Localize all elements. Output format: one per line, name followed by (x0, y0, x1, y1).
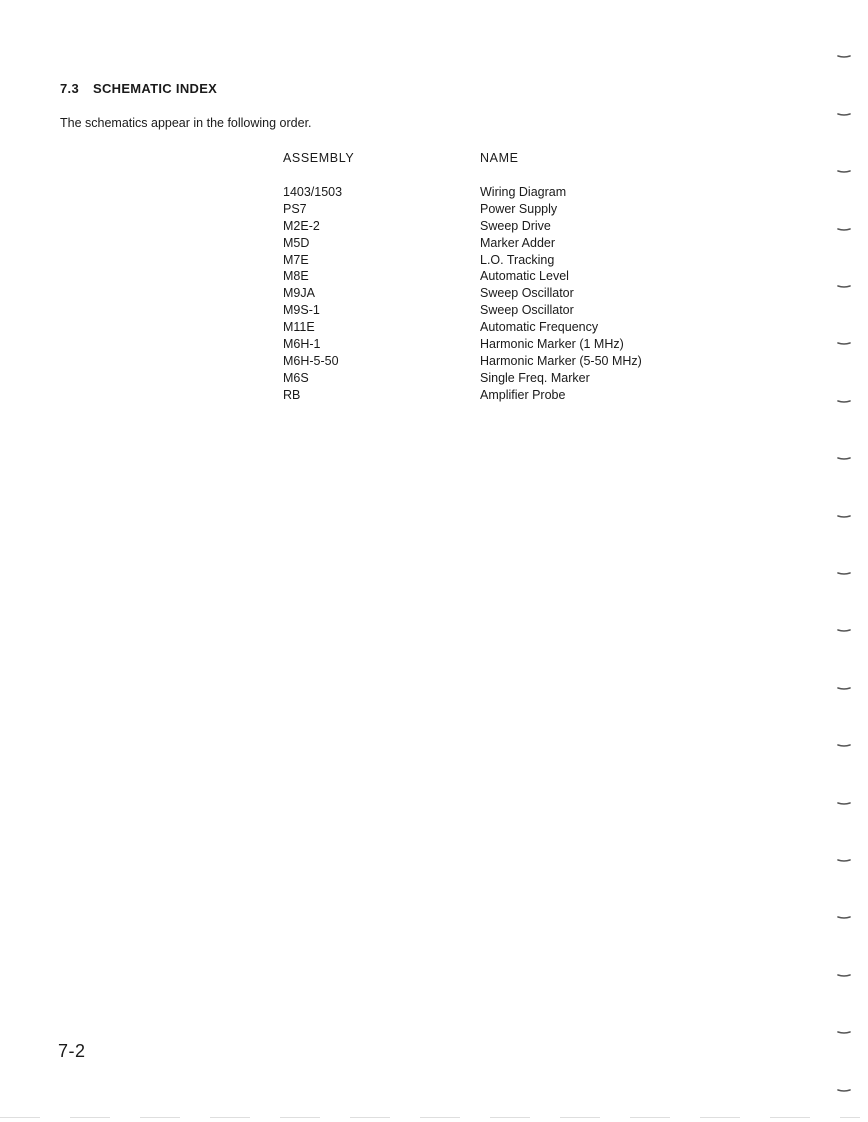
binding-mark (838, 573, 850, 574)
assembly-cell: M5D (283, 235, 310, 250)
table-row (283, 252, 703, 269)
name-cell: Sweep Oscillator (480, 303, 574, 318)
schematic-index-table (283, 184, 703, 404)
binding-mark (838, 343, 850, 344)
table-row (283, 235, 703, 252)
name-cell: Wiring Diagram (480, 185, 567, 199)
assembly-cell: 1403/1503 (283, 185, 343, 199)
name-cell: L.O. Tracking (480, 252, 555, 267)
assembly-cell: M9S-1 (283, 303, 320, 318)
name-cell: Marker Adder (480, 235, 556, 250)
table-row (283, 387, 703, 404)
assembly-column-header: ASSEMBLY (283, 151, 355, 165)
table-row (283, 184, 703, 201)
name-cell: Single Freq. Marker (480, 370, 590, 385)
assembly-cell: M7E (283, 252, 309, 267)
page-edge-rule (0, 1117, 860, 1118)
binding-mark (838, 56, 850, 57)
name-cell: Amplifier Probe (480, 387, 566, 402)
name-cell: Automatic Frequency (480, 320, 599, 335)
table-row (283, 218, 703, 235)
name-cell: Power Supply (480, 201, 558, 216)
binding-mark (838, 745, 850, 746)
binding-mark (838, 401, 850, 402)
binding-mark (838, 516, 850, 517)
assembly-cell: RB (283, 387, 301, 402)
name-cell: Sweep Oscillator (480, 286, 574, 301)
binding-mark (838, 1090, 850, 1091)
assembly-cell: M2E-2 (283, 218, 320, 233)
intro-text: The schematics appear in the following order. (60, 116, 312, 130)
binding-mark (838, 229, 850, 230)
name-cell: Harmonic Marker (1 MHz) (480, 337, 624, 352)
binding-mark (838, 458, 850, 459)
table-row (283, 201, 703, 218)
binding-mark (838, 975, 850, 976)
binding-mark (838, 917, 850, 918)
binding-hole-marks (808, 0, 868, 1122)
table-row (283, 268, 703, 285)
binding-mark (838, 171, 850, 172)
name-cell: Automatic Level (480, 269, 569, 284)
section-heading (60, 81, 217, 96)
assembly-cell: PS7 (283, 201, 307, 216)
binding-mark (838, 860, 850, 861)
binding-mark (838, 1032, 850, 1033)
binding-mark (838, 630, 850, 631)
table-row (283, 302, 703, 319)
assembly-cell: M8E (283, 269, 309, 284)
assembly-cell: M6H-5-50 (283, 353, 339, 368)
assembly-cell: M11E (283, 320, 315, 335)
name-column-header: NAME (480, 151, 519, 165)
binding-mark (838, 803, 850, 804)
assembly-cell: M6S (283, 370, 309, 385)
binding-mark (838, 688, 850, 689)
name-cell: Sweep Drive (480, 218, 551, 233)
binding-mark (838, 286, 850, 287)
section-title: SCHEMATIC INDEX (92, 81, 218, 96)
section-number: 7.3 (60, 81, 79, 96)
table-row (283, 285, 703, 302)
name-cell: Harmonic Marker (5-50 MHz) (480, 353, 642, 368)
table-row (283, 319, 703, 336)
table-row (283, 336, 703, 353)
page-number: 7-2 (58, 1041, 86, 1061)
assembly-cell: M6H-1 (283, 337, 321, 352)
binding-mark (838, 114, 850, 115)
table-row (283, 370, 703, 387)
assembly-cell: M9JA (283, 286, 315, 301)
table-row (283, 353, 703, 370)
